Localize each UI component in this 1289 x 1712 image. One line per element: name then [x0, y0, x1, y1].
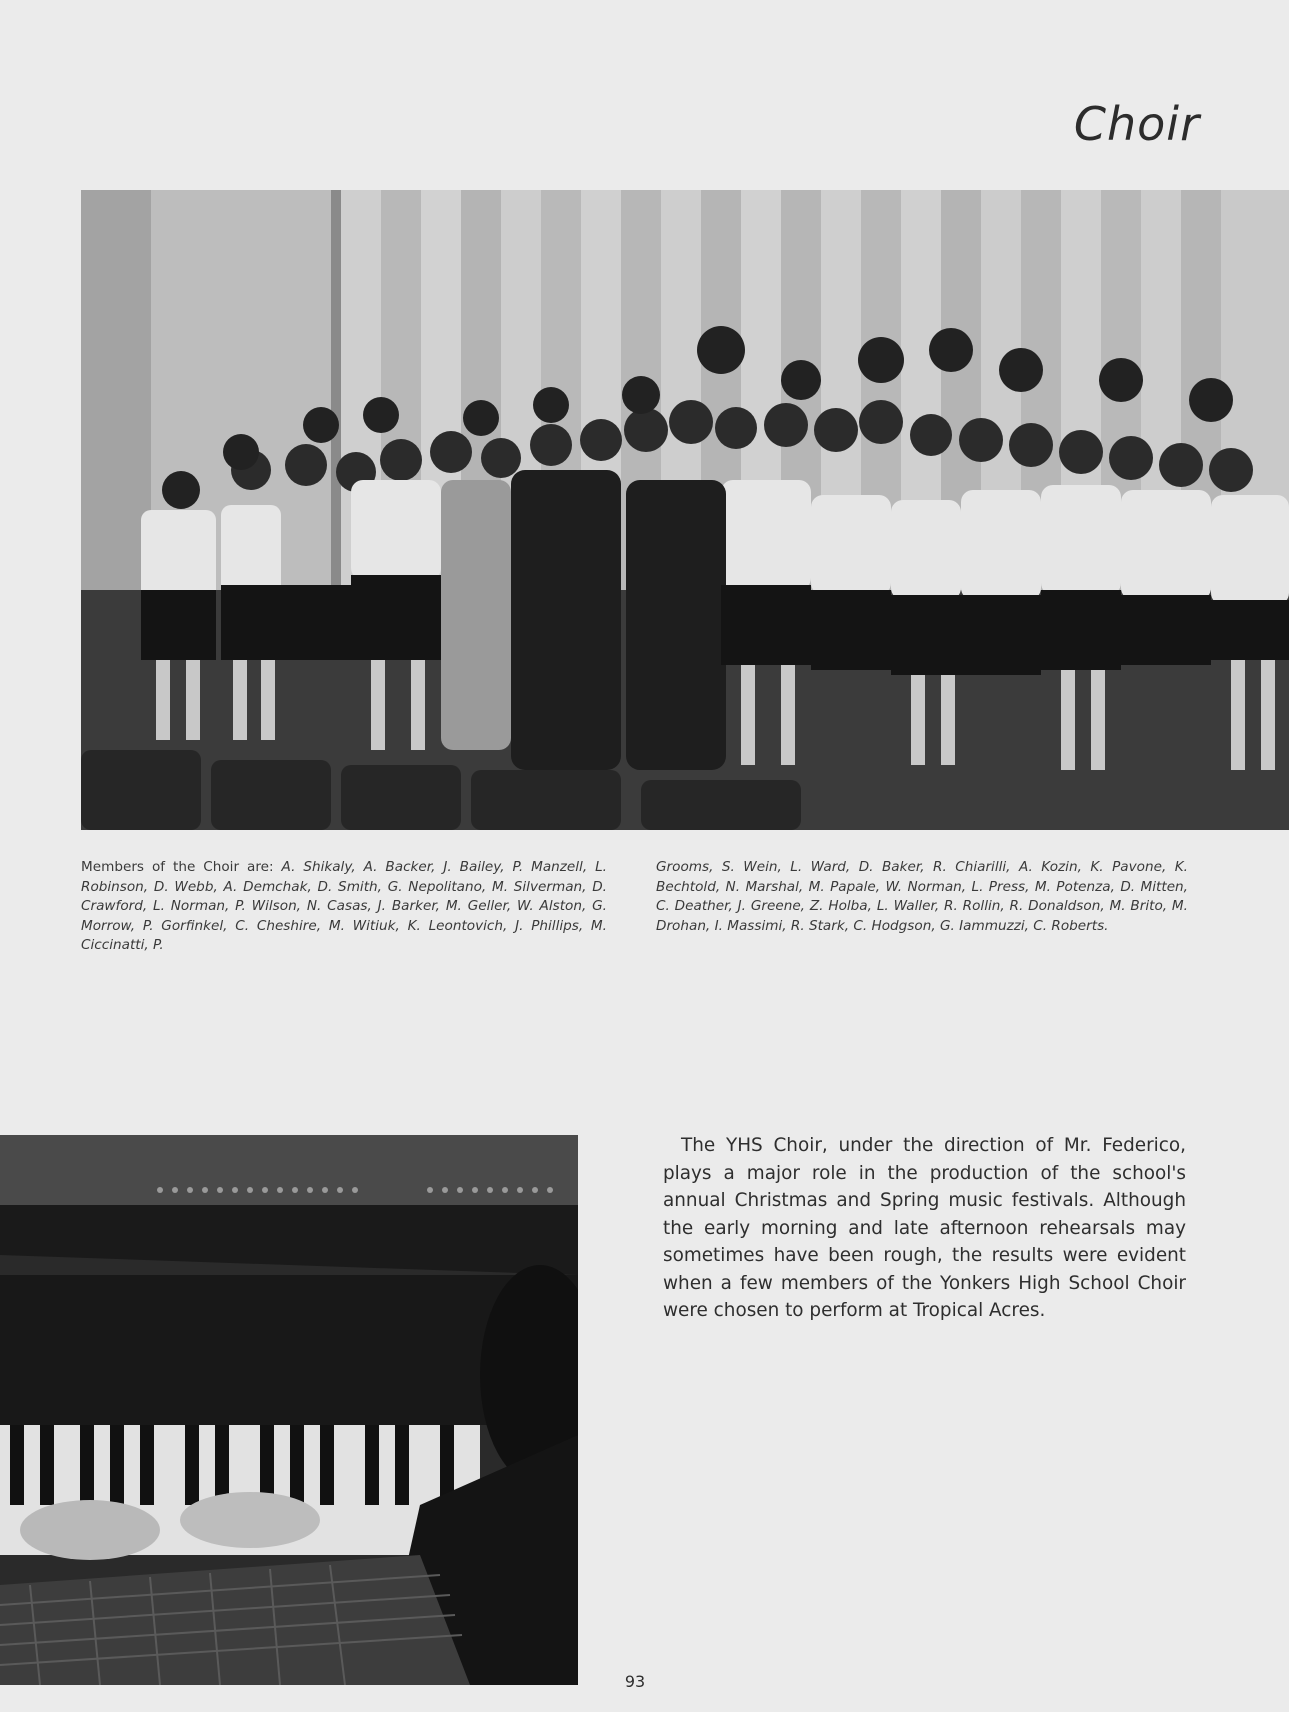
caption-names-left: A. Shikaly, A. Backer, J. Bailey, P. Manzell, L. Robinson, D. Webb, A. Demchak, D. Smith, G. Nepolitano, M. Silverman, D. Crawford, L. Norman, P. Wilson, N. Casas, J. Barker, M. Geller, W. Alston, G. Morrow, P. Gorfinkel, C. Cheshire, M. Witiuk, K. Leontovich, J. Phillips, M. Ciccinatti, P. [81, 859, 607, 953]
caption-right [656, 858, 1188, 936]
choir-photo-illustration [81, 190, 1289, 830]
body-paragraph: The YHS Choir, under the direction of Mr. Federico, plays a major role in the production of the school's annual Christmas and Spring music festivals. Although the early morning and late afternoon rehearsals may sometimes have been rough, the results were evident when a few members of the Yonkers High School Choir were chosen to perform at Tropical Acres. [663, 1135, 1186, 1321]
caption-lead: Members of the Choir are: [81, 859, 274, 875]
page-title: Choir [1073, 96, 1200, 151]
piano-photo [0, 1135, 578, 1685]
page-number: 93 [624, 1672, 646, 1691]
piano-photo-illustration [0, 1135, 578, 1685]
choir-photo [81, 190, 1289, 830]
caption-names-right: Grooms, S. Wein, L. Ward, D. Baker, R. Chiarilli, A. Kozin, K. Pavone, K. Bechtold, N. Marshal, M. Papale, W. Norman, L. Press, M. Potenza, D. Mitten, C. Deather, J. Greene, Z. Holba, L. Waller, R. Rollin, R. Donaldson, M. Brito, M. Drohan, I. Massimi, R. Stark, C. Hodgson, G. Iammuzzi, C. Roberts. [656, 859, 1188, 934]
caption-left [81, 858, 607, 956]
